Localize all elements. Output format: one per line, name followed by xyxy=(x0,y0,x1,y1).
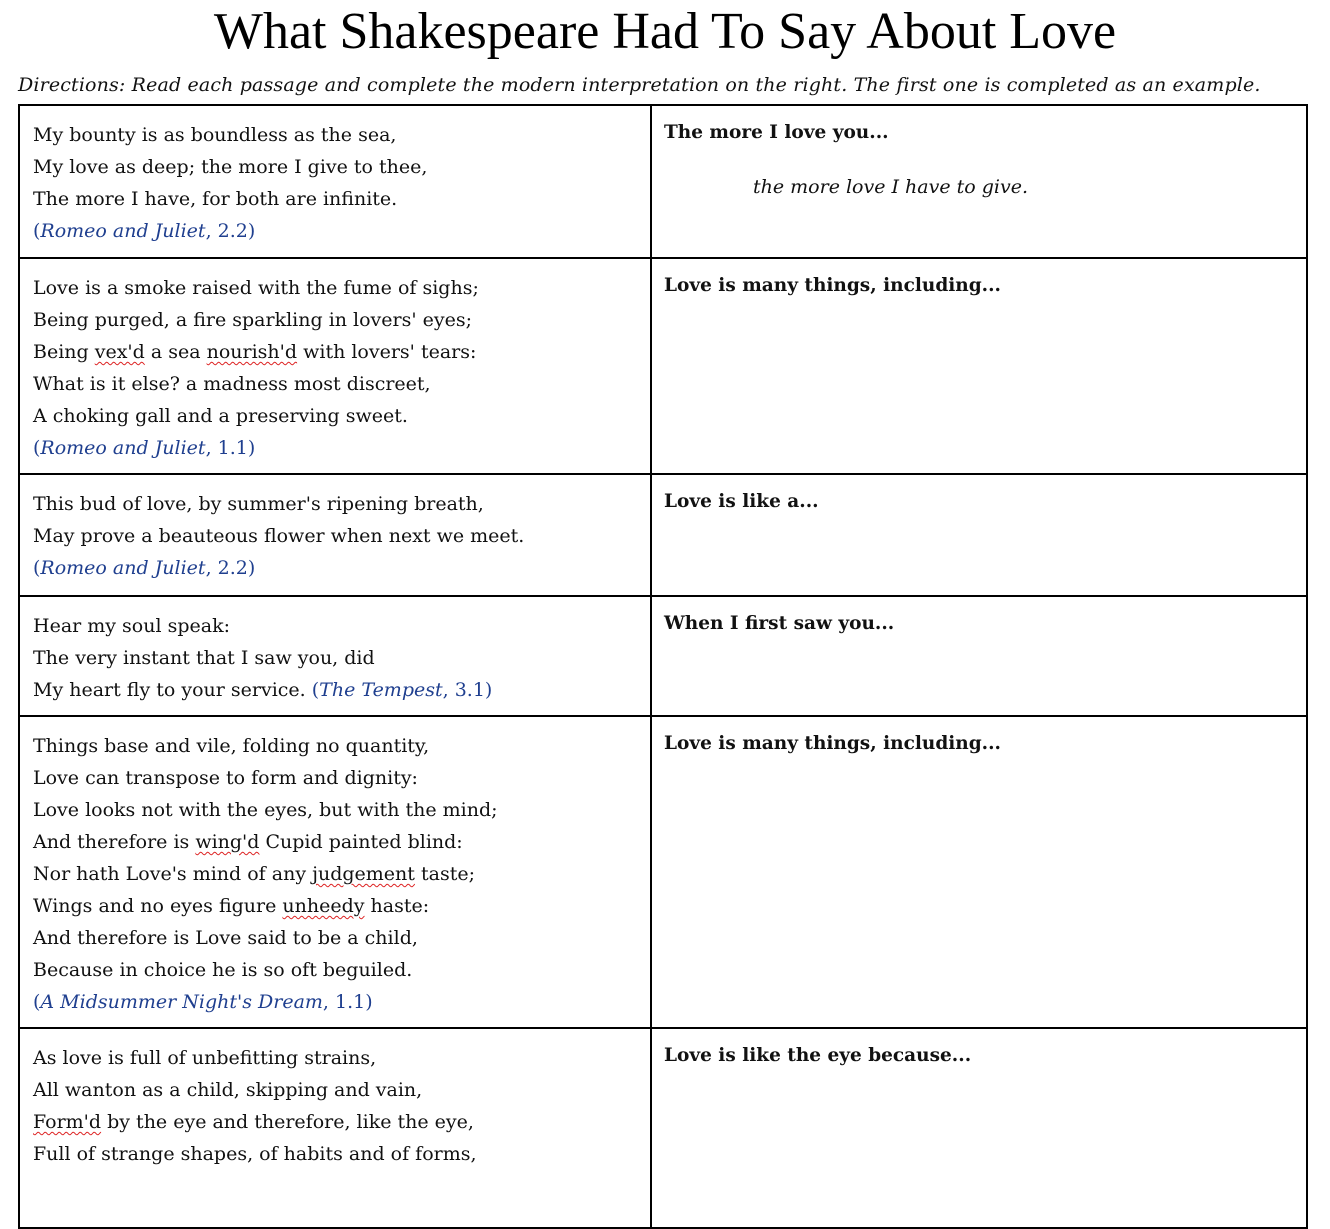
passage-text: My heart fly to your service. xyxy=(33,679,312,701)
table-row xyxy=(20,597,1306,717)
passage-text: Wings and no eyes figure xyxy=(33,895,283,917)
interpretation-prompt: When I first saw you... xyxy=(664,613,895,634)
passage-line: May prove a beauteous flower when next we meet. xyxy=(33,525,525,547)
citation: (Romeo and Juliet, 1.1) xyxy=(33,437,256,459)
spellcheck-word: wing'd xyxy=(195,831,260,853)
passage-line: My bounty is as boundless as the sea, xyxy=(33,124,397,146)
citation: (Romeo and Juliet, 2.2) xyxy=(33,557,256,579)
passage-line: And therefore is Love said to be a child, xyxy=(33,927,418,949)
passage-line: Hear my soul speak: xyxy=(33,615,230,637)
passage-cell xyxy=(20,1029,652,1227)
interpretation-cell[interactable] xyxy=(652,475,1306,595)
directions-text: Directions: Read each passage and complete the modern interpretation on the right. The first one is completed as an example. xyxy=(18,74,1261,96)
passage-text: Being xyxy=(33,341,95,363)
citation-play: Romeo and Juliet xyxy=(40,557,206,579)
page-title: What Shakespeare Had To Say About Love xyxy=(213,3,1117,60)
table-row xyxy=(20,475,1306,597)
passage-text: a sea xyxy=(144,341,207,363)
passage-line xyxy=(33,336,650,368)
passage-line: What is it else? a madness most discreet, xyxy=(33,373,431,395)
passage-cell xyxy=(20,475,652,595)
passage-line: Because in choice he is so oft beguiled. xyxy=(33,959,413,981)
passage-line xyxy=(33,858,650,890)
passage-line: All wanton as a child, skipping and vain, xyxy=(33,1079,423,1101)
passage-line xyxy=(33,674,650,706)
citation-act: , 1.1 xyxy=(205,437,248,459)
citation-play: The Tempest xyxy=(319,679,443,701)
passage-line xyxy=(33,890,650,922)
interpretation-prompt: Love is like a... xyxy=(664,491,819,512)
passage-cell xyxy=(20,597,652,715)
spellcheck-word: unheedy xyxy=(282,895,365,917)
interpretation-prompt: Love is many things, including... xyxy=(664,275,1001,296)
citation-act: , 2.2 xyxy=(205,557,248,579)
interpretation-cell[interactable] xyxy=(652,717,1306,1027)
passage-line: Love can transpose to form and dignity: xyxy=(33,767,418,789)
spellcheck-word: judgement xyxy=(312,863,415,885)
table-row xyxy=(20,106,1306,259)
interpretation-prompt: Love is like the eye because... xyxy=(664,1045,972,1066)
passage-cell xyxy=(20,259,652,473)
passage-line: Full of strange shapes, of habits and of forms, xyxy=(33,1143,477,1165)
table-row xyxy=(20,717,1306,1029)
citation-act: , 3.1 xyxy=(442,679,485,701)
passage-text: haste: xyxy=(364,895,430,917)
interpretation-cell[interactable] xyxy=(652,106,1306,257)
passage-line: This bud of love, by summer's ripening breath, xyxy=(33,493,484,515)
passage-text: taste; xyxy=(414,863,475,885)
passage-line: My love as deep; the more I give to thee, xyxy=(33,156,428,178)
spellcheck-word: Form'd xyxy=(33,1111,102,1133)
interpretation-prompt: The more I love you... xyxy=(664,122,889,143)
passage-line: Things base and vile, folding no quantity, xyxy=(33,735,430,757)
citation-play: A Midsummer Night's Dream xyxy=(40,991,323,1013)
passage-cell xyxy=(20,106,652,257)
passage-line: Love is a smoke raised with the fume of sighs; xyxy=(33,277,479,299)
spellcheck-word: nourish'd xyxy=(206,341,298,363)
interpretation-table xyxy=(18,104,1308,1229)
citation-play: Romeo and Juliet xyxy=(40,437,206,459)
spellcheck-word: vex'd xyxy=(94,341,145,363)
interpretation-prompt: Love is many things, including... xyxy=(664,733,1001,754)
passage-text: Cupid painted blind: xyxy=(259,831,463,853)
table-row xyxy=(20,1029,1306,1229)
passage-text: Nor hath Love's mind of any xyxy=(33,863,313,885)
interpretation-cell[interactable] xyxy=(652,597,1306,715)
passage-line xyxy=(33,1106,650,1138)
passage-line: The more I have, for both are infinite. xyxy=(33,188,398,210)
citation-act: , 1.1 xyxy=(322,991,366,1013)
passage-cell xyxy=(20,717,652,1027)
example-answer: the more love I have to give. xyxy=(753,176,1029,198)
passage-line: Love looks not with the eyes, but with the mind; xyxy=(33,799,498,821)
citation: (Romeo and Juliet, 2.2) xyxy=(33,220,256,242)
citation-play: Romeo and Juliet xyxy=(40,220,206,242)
table-row xyxy=(20,259,1306,475)
passage-line: Being purged, a fire sparkling in lovers' eyes; xyxy=(33,309,473,331)
citation: (A Midsummer Night's Dream, 1.1) xyxy=(33,991,373,1013)
passage-text: with lovers' tears: xyxy=(297,341,477,363)
interpretation-cell[interactable] xyxy=(652,1029,1306,1227)
passage-line xyxy=(33,826,650,858)
passage-line: The very instant that I saw you, did xyxy=(33,647,375,669)
citation: (The Tempest, 3.1) xyxy=(311,679,493,701)
passage-line: As love is full of unbefitting strains, xyxy=(33,1047,377,1069)
interpretation-cell[interactable] xyxy=(652,259,1306,473)
passage-text: by the eye and therefore, like the eye, xyxy=(101,1111,474,1133)
passage-text: And therefore is xyxy=(33,831,196,853)
passage-line: A choking gall and a preserving sweet. xyxy=(33,405,408,427)
citation-act: , 2.2 xyxy=(205,220,248,242)
